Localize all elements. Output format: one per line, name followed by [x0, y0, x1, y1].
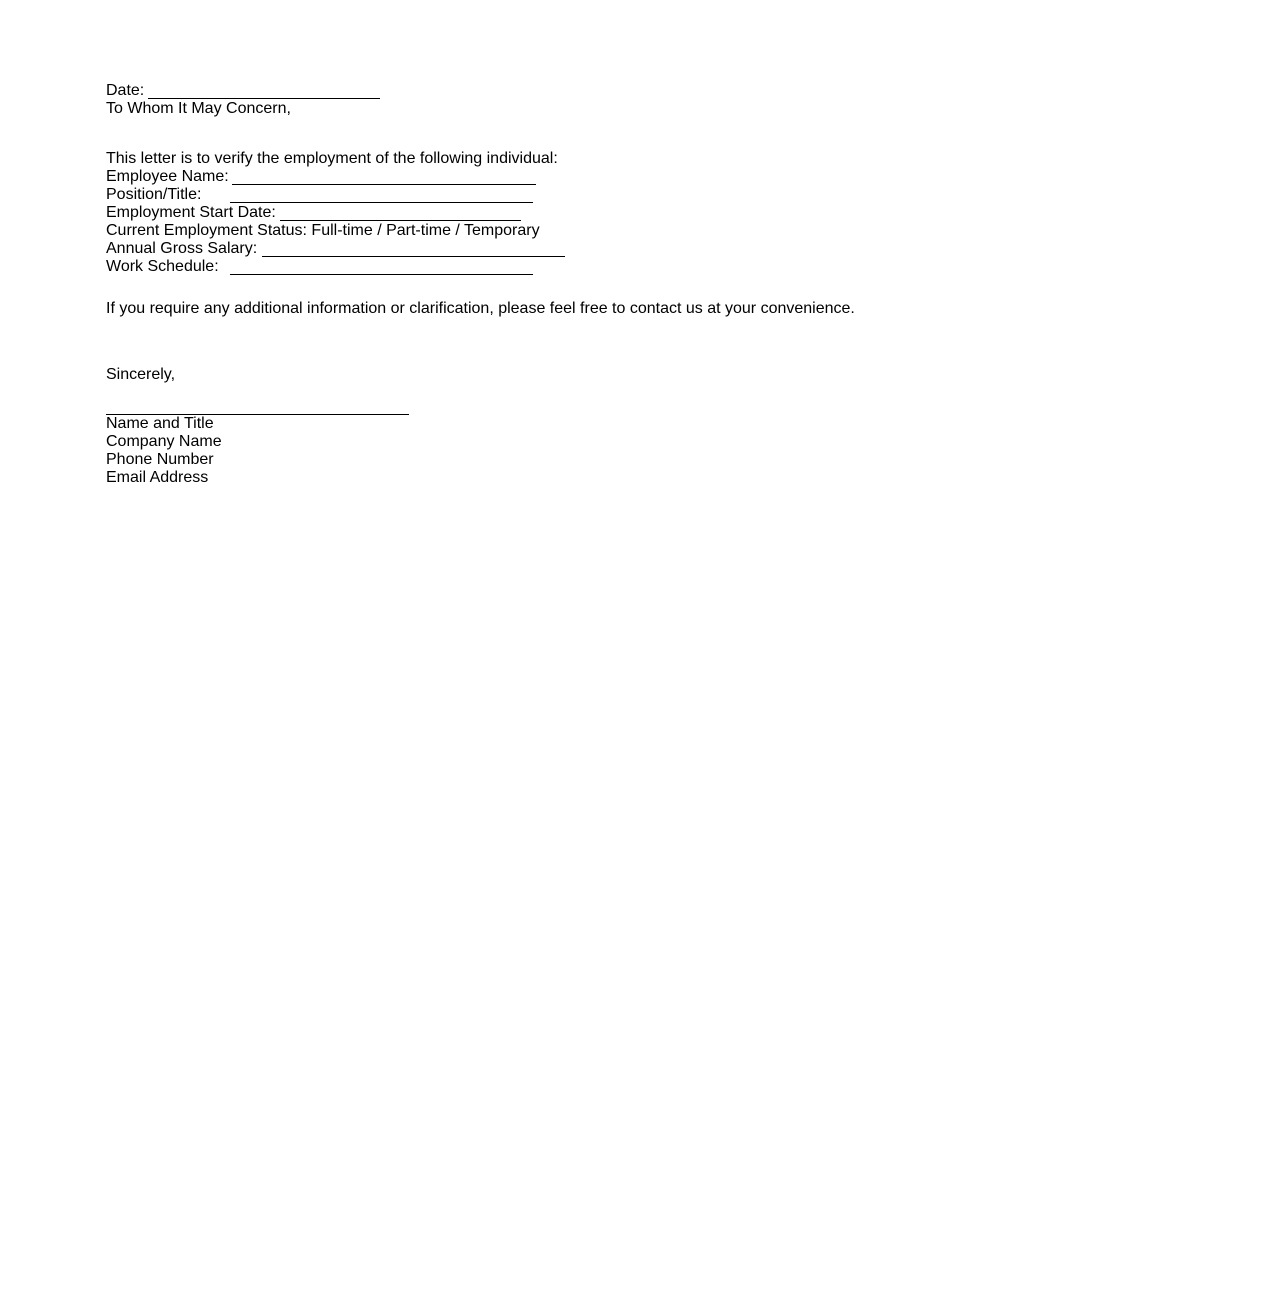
intro-text: This letter is to verify the employment of the following individual:	[106, 150, 558, 167]
employee-name-label: Employee Name:	[106, 168, 229, 185]
signature-company: Company Name	[106, 433, 222, 450]
salary-line	[106, 240, 1206, 258]
signature-email: Email Address	[106, 469, 209, 486]
employee-name-line	[106, 168, 1206, 186]
employment-verification-letter	[106, 82, 1206, 487]
date-label: Date:	[106, 82, 145, 99]
work-schedule-line	[106, 258, 1206, 276]
salary-blank	[262, 256, 565, 257]
work-schedule-label: Work Schedule:	[106, 258, 219, 275]
position-title-blank	[230, 202, 533, 203]
work-schedule-blank	[230, 274, 533, 275]
salutation: To Whom It May Concern,	[106, 100, 291, 117]
position-title-line	[106, 186, 1206, 204]
date-line	[106, 82, 1206, 100]
employee-name-blank	[232, 184, 536, 185]
position-title-label: Position/Title:	[106, 186, 202, 203]
start-date-blank	[280, 220, 521, 221]
start-date-line	[106, 204, 1206, 222]
signature-name-title: Name and Title	[106, 415, 214, 432]
signature-phone: Phone Number	[106, 451, 214, 468]
date-blank	[148, 98, 380, 99]
sign-off: Sincerely,	[106, 366, 176, 383]
closing-paragraph: If you require any additional information or clarification, please feel free to contact us at your convenience.	[106, 300, 855, 317]
start-date-label: Employment Start Date:	[106, 204, 276, 221]
salary-label: Annual Gross Salary:	[106, 240, 258, 257]
employment-status-line: Current Employment Status: Full-time / Part-time / Temporary	[106, 222, 540, 239]
